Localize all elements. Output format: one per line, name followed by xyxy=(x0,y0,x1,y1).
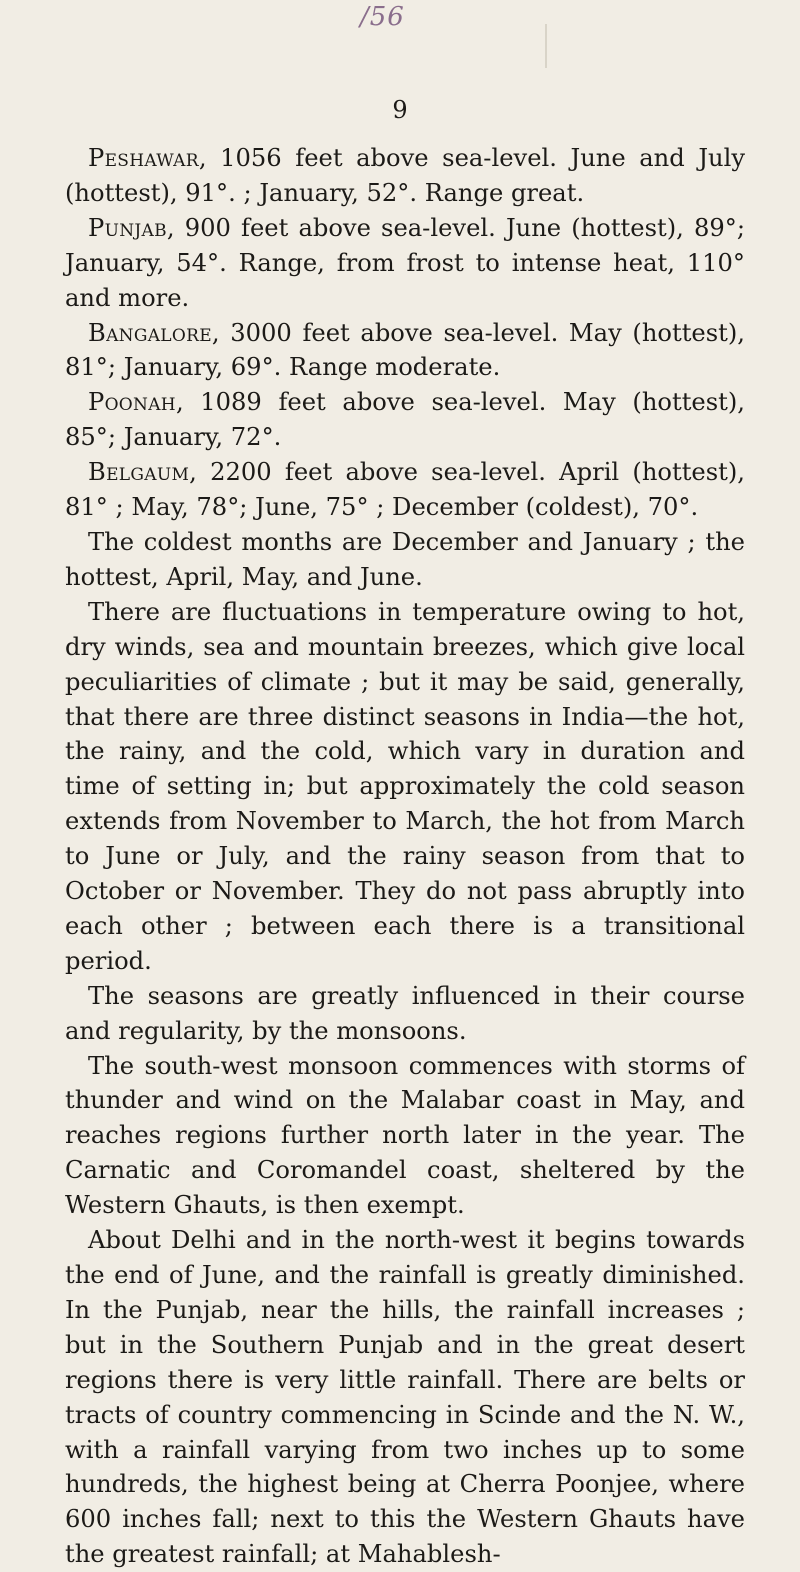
paragraph-belgaum xyxy=(65,455,745,525)
binding-shadow xyxy=(545,24,547,68)
paragraph-text: The coldest months are December and January ; the hottest, April, May, and June. xyxy=(65,527,745,591)
page-number: 9 xyxy=(392,96,408,124)
paragraph-fluctuations xyxy=(65,595,745,979)
paragraph-bangalore xyxy=(65,316,745,386)
paragraph-monsoons xyxy=(65,979,745,1049)
paragraph-text: There are fluctuations in temperature owing to hot, dry winds, sea and mountain breezes, which give local peculiarities of climate ; but it may be said, generally, that there are three distinct seasons in India—the hot, the rainy, and the cold, which vary in duration and time of setting in; but approximately the cold season extends from November to March, the hot from March to June or July, and the rainy season from that to October or November. They do not pass abruptly into each other ; between each there is a transitional period. xyxy=(65,597,745,975)
paragraph-south-west-monsoon xyxy=(65,1049,745,1224)
paragraph-text: The south-west monsoon commences with storms of thunder and wind on the Malabar coast in May, and reaches regions further north later in the year. The Carnatic and Coromandel coast, sheltered by the Western Ghauts, is then exempt. xyxy=(65,1051,745,1220)
place-name: Punjab xyxy=(88,213,167,242)
paragraph-text: , 1089 feet above sea-level. May (hottest), 85°; January, 72°. xyxy=(65,388,745,452)
place-name: Belgaum xyxy=(88,458,190,487)
paragraph-text: , 3000 feet above sea-level. May (hottest), 81°; January, 69°. Range moderate. xyxy=(65,318,745,382)
handwritten-page-note: /56 xyxy=(360,2,405,32)
place-name: Poonah xyxy=(88,388,176,417)
paragraph-poonah xyxy=(65,385,745,455)
place-name: Peshawar xyxy=(88,144,199,172)
paragraph-text: , 900 feet above sea-level. June (hottest), 89°; January, 54°. Range, from frost to intense heat, 110° and more. xyxy=(65,213,745,312)
page-body xyxy=(65,141,745,1572)
paragraph-text: , 2200 feet above sea-level. April (hottest), 81° ; May, 78°; June, 75° ; December (coldest), 70°. xyxy=(65,458,745,522)
place-name: Bangalore xyxy=(88,318,212,347)
paragraph-delhi-rainfall xyxy=(65,1223,745,1572)
paragraph-text: , 1056 feet above sea-level. June and July (hottest), 91°. ; January, 52°. Range great. xyxy=(65,144,745,207)
paragraph-text: The seasons are greatly influenced in their course and regularity, by the monsoons. xyxy=(65,981,745,1045)
paragraph-coldest-months xyxy=(65,525,745,595)
paragraph-text: About Delhi and in the north-west it begins towards the end of June, and the rainfall is greatly diminished. In the Punjab, near the hills, the rainfall increases ; but in the Southern Punjab and in the great desert regions there is very little rainfall. There are belts or tracts of country commencing in Scinde and the N. W., with a rainfall varying from two inches up to some hundreds, the highest being at Cherra Poonjee, where 600 inches fall; next to this the Western Ghauts have the greatest rainfall; at Mahablesh- xyxy=(65,1226,745,1569)
paragraph-punjab xyxy=(65,211,745,316)
paragraph-peshawar xyxy=(65,141,745,211)
